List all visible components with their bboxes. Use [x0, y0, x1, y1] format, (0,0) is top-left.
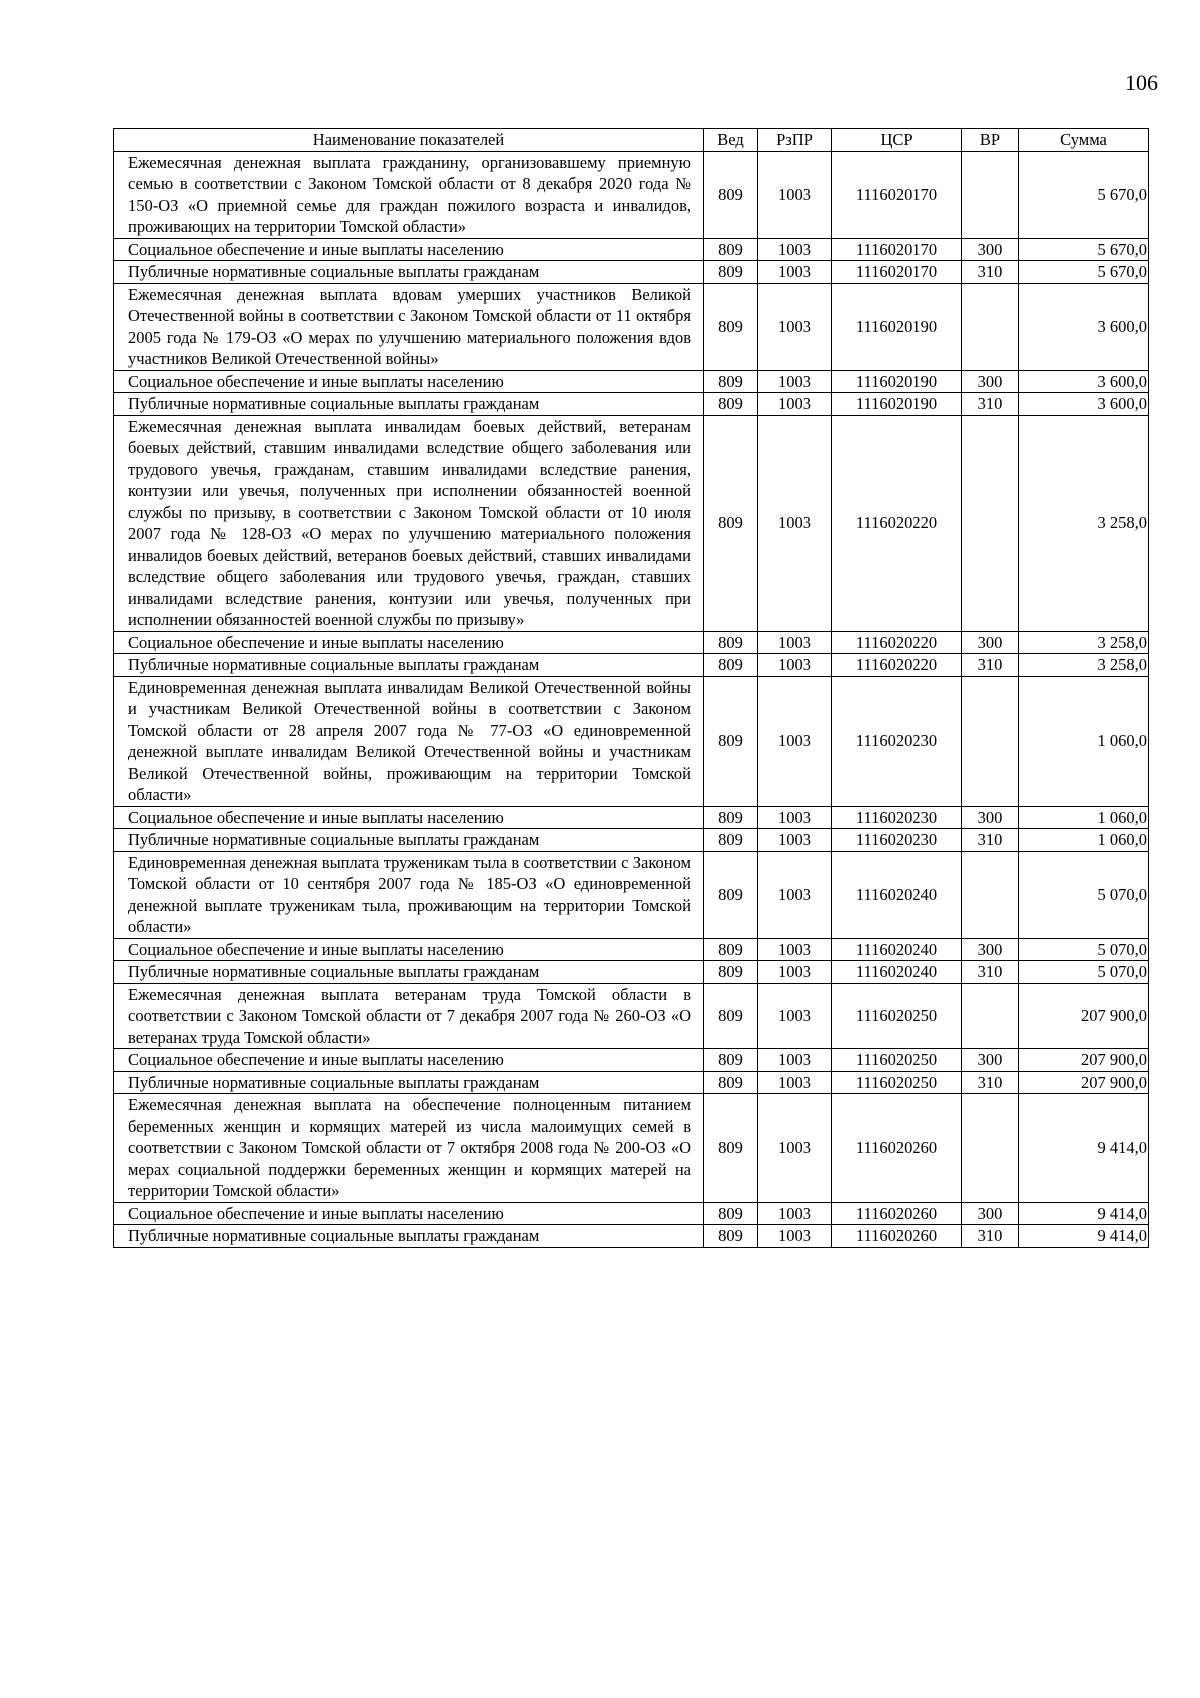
cell-sum: 3 258,0	[1019, 654, 1149, 677]
cell-ved: 809	[704, 829, 758, 852]
cell-rzpr: 1003	[758, 806, 832, 829]
table-row	[114, 961, 1149, 984]
cell-sum: 207 900,0	[1019, 1071, 1149, 1094]
cell-rzpr: 1003	[758, 283, 832, 370]
cell-name: Публичные нормативные социальные выплаты гражданам	[114, 961, 704, 984]
cell-sum: 5 670,0	[1019, 261, 1149, 284]
cell-sum: 3 600,0	[1019, 283, 1149, 370]
cell-csr: 1116020260	[832, 1202, 962, 1225]
cell-vr	[962, 676, 1019, 806]
cell-ved: 809	[704, 1094, 758, 1203]
table-body	[114, 151, 1149, 1247]
cell-rzpr: 1003	[758, 151, 832, 238]
cell-rzpr: 1003	[758, 631, 832, 654]
table-row	[114, 1094, 1149, 1203]
cell-vr: 310	[962, 654, 1019, 677]
cell-rzpr: 1003	[758, 654, 832, 677]
cell-ved: 809	[704, 654, 758, 677]
header-name: Наименование показателей	[114, 129, 704, 152]
cell-ved: 809	[704, 1225, 758, 1248]
table-row	[114, 238, 1149, 261]
cell-rzpr: 1003	[758, 1071, 832, 1094]
cell-csr: 1116020230	[832, 806, 962, 829]
cell-ved: 809	[704, 238, 758, 261]
cell-ved: 809	[704, 283, 758, 370]
header-sum: Сумма	[1019, 129, 1149, 152]
cell-rzpr: 1003	[758, 261, 832, 284]
cell-rzpr: 1003	[758, 1094, 832, 1203]
cell-csr: 1116020220	[832, 415, 962, 631]
table-row	[114, 1049, 1149, 1072]
table-row	[114, 983, 1149, 1049]
cell-vr: 300	[962, 1202, 1019, 1225]
cell-name: Ежемесячная денежная выплата гражданину, организовавшему приемную семью в соответствии с Законом Томской области от 8 декабря 2020 года № 150-ОЗ «О приемной семье для граждан пожилого возраста и инвалидов, проживающих на территории Томской области»	[114, 151, 704, 238]
cell-rzpr: 1003	[758, 370, 832, 393]
cell-name: Социальное обеспечение и иные выплаты населению	[114, 631, 704, 654]
cell-sum: 9 414,0	[1019, 1225, 1149, 1248]
cell-sum: 9 414,0	[1019, 1202, 1149, 1225]
cell-ved: 809	[704, 983, 758, 1049]
header-rzpr: РзПР	[758, 129, 832, 152]
cell-csr: 1116020240	[832, 961, 962, 984]
cell-ved: 809	[704, 631, 758, 654]
table-header	[114, 129, 1149, 152]
cell-rzpr: 1003	[758, 938, 832, 961]
cell-ved: 809	[704, 938, 758, 961]
cell-vr: 310	[962, 1225, 1019, 1248]
cell-csr: 1116020240	[832, 938, 962, 961]
cell-rzpr: 1003	[758, 393, 832, 416]
cell-ved: 809	[704, 676, 758, 806]
cell-name: Публичные нормативные социальные выплаты гражданам	[114, 1225, 704, 1248]
cell-ved: 809	[704, 851, 758, 938]
table-row	[114, 283, 1149, 370]
cell-name: Социальное обеспечение и иные выплаты населению	[114, 938, 704, 961]
cell-csr: 1116020190	[832, 393, 962, 416]
cell-rzpr: 1003	[758, 415, 832, 631]
cell-rzpr: 1003	[758, 851, 832, 938]
cell-ved: 809	[704, 370, 758, 393]
cell-vr	[962, 851, 1019, 938]
cell-csr: 1116020170	[832, 151, 962, 238]
cell-rzpr: 1003	[758, 238, 832, 261]
table-row	[114, 676, 1149, 806]
cell-vr	[962, 151, 1019, 238]
cell-vr: 300	[962, 806, 1019, 829]
table-row	[114, 654, 1149, 677]
header-row	[114, 129, 1149, 152]
header-vr: ВР	[962, 129, 1019, 152]
cell-name: Публичные нормативные социальные выплаты гражданам	[114, 261, 704, 284]
cell-vr	[962, 1094, 1019, 1203]
cell-vr: 310	[962, 393, 1019, 416]
cell-ved: 809	[704, 261, 758, 284]
cell-csr: 1116020250	[832, 1049, 962, 1072]
cell-name: Ежемесячная денежная выплата ветеранам труда Томской области в соответствии с Законом Томской области от 7 декабря 2007 года № 260-ОЗ «О ветеранах труда Томской области»	[114, 983, 704, 1049]
cell-csr: 1116020230	[832, 829, 962, 852]
cell-ved: 809	[704, 393, 758, 416]
cell-sum: 3 258,0	[1019, 415, 1149, 631]
cell-csr: 1116020230	[832, 676, 962, 806]
cell-vr: 310	[962, 261, 1019, 284]
cell-rzpr: 1003	[758, 1225, 832, 1248]
page-number: 106	[1125, 70, 1158, 95]
cell-csr: 1116020170	[832, 238, 962, 261]
cell-name: Социальное обеспечение и иные выплаты населению	[114, 1049, 704, 1072]
cell-vr: 300	[962, 238, 1019, 261]
cell-ved: 809	[704, 1049, 758, 1072]
cell-sum: 1 060,0	[1019, 806, 1149, 829]
cell-rzpr: 1003	[758, 961, 832, 984]
cell-vr: 310	[962, 829, 1019, 852]
cell-csr: 1116020260	[832, 1225, 962, 1248]
cell-sum: 3 600,0	[1019, 370, 1149, 393]
cell-csr: 1116020220	[832, 631, 962, 654]
table-row	[114, 261, 1149, 284]
cell-name: Ежемесячная денежная выплата вдовам умерших участников Великой Отечественной войны в соответствии с Законом Томской области от 11 октября 2005 года № 179-ОЗ «О мерах по улучшению материального положения вдов участников Великой Отечественной войны»	[114, 283, 704, 370]
cell-sum: 5 070,0	[1019, 961, 1149, 984]
cell-ved: 809	[704, 151, 758, 238]
cell-name: Единовременная денежная выплата труженикам тыла в соответствии с Законом Томской области от 10 сентября 2007 года № 185-ОЗ «О единовременной денежной выплате труженикам тыла, проживающим на территории Томской области»	[114, 851, 704, 938]
cell-name: Ежемесячная денежная выплата инвалидам боевых действий, ветеранам боевых действий, ставшим инвалидами вследствие общего заболевания или трудового увечья, гражданам, ставшим инвалидами вследствие ранения, контузии или увечья, полученных при исполнении обязанностей военной службы по призыву, в соответствии с Законом Томской области от 10 июля 2007 года № 128-ОЗ «О мерах по улучшению материального положения инвалидов боевых действий, ветеранов боевых действий, ставших инвалидами вследствие общего заболевания или трудового увечья, граждан, ставших инвалидами вследствие ранения, контузии или увечья, полученных при исполнении обязанностей военной службы по призыву»	[114, 415, 704, 631]
table-row	[114, 393, 1149, 416]
cell-csr: 1116020190	[832, 283, 962, 370]
table-row	[114, 1071, 1149, 1094]
cell-sum: 9 414,0	[1019, 1094, 1149, 1203]
cell-vr: 300	[962, 631, 1019, 654]
cell-name: Социальное обеспечение и иные выплаты населению	[114, 238, 704, 261]
table-row	[114, 938, 1149, 961]
cell-name: Социальное обеспечение и иные выплаты населению	[114, 370, 704, 393]
table-row	[114, 806, 1149, 829]
cell-sum: 3 600,0	[1019, 393, 1149, 416]
header-csr: ЦСР	[832, 129, 962, 152]
cell-ved: 809	[704, 1071, 758, 1094]
cell-csr: 1116020250	[832, 983, 962, 1049]
cell-csr: 1116020260	[832, 1094, 962, 1203]
table-row	[114, 631, 1149, 654]
cell-vr: 300	[962, 1049, 1019, 1072]
table-row	[114, 1202, 1149, 1225]
cell-csr: 1116020220	[832, 654, 962, 677]
cell-sum: 5 070,0	[1019, 851, 1149, 938]
cell-name: Публичные нормативные социальные выплаты гражданам	[114, 829, 704, 852]
cell-ved: 809	[704, 806, 758, 829]
cell-sum: 1 060,0	[1019, 829, 1149, 852]
cell-rzpr: 1003	[758, 829, 832, 852]
cell-vr: 300	[962, 938, 1019, 961]
cell-rzpr: 1003	[758, 1049, 832, 1072]
cell-ved: 809	[704, 961, 758, 984]
cell-vr: 310	[962, 961, 1019, 984]
cell-name: Публичные нормативные социальные выплаты гражданам	[114, 393, 704, 416]
cell-sum: 5 070,0	[1019, 938, 1149, 961]
cell-name: Ежемесячная денежная выплата на обеспечение полноценным питанием беременных женщин и кормящих матерей из числа малоимущих семей в соответствии с Законом Томской области от 7 октября 2008 года № 200-ОЗ «О мерах социальной поддержки беременных женщин и кормящих матерей на территории Томской области»	[114, 1094, 704, 1203]
cell-sum: 207 900,0	[1019, 1049, 1149, 1072]
budget-table	[113, 128, 1149, 1248]
cell-sum: 207 900,0	[1019, 983, 1149, 1049]
cell-vr: 300	[962, 370, 1019, 393]
table-row	[114, 829, 1149, 852]
cell-csr: 1116020170	[832, 261, 962, 284]
cell-name: Публичные нормативные социальные выплаты гражданам	[114, 654, 704, 677]
cell-vr: 310	[962, 1071, 1019, 1094]
header-ved: Вед	[704, 129, 758, 152]
cell-name: Социальное обеспечение и иные выплаты населению	[114, 806, 704, 829]
cell-vr	[962, 415, 1019, 631]
cell-sum: 5 670,0	[1019, 151, 1149, 238]
cell-sum: 1 060,0	[1019, 676, 1149, 806]
cell-name: Социальное обеспечение и иные выплаты населению	[114, 1202, 704, 1225]
table-row	[114, 1225, 1149, 1248]
table-row	[114, 851, 1149, 938]
cell-rzpr: 1003	[758, 983, 832, 1049]
cell-csr: 1116020250	[832, 1071, 962, 1094]
cell-ved: 809	[704, 1202, 758, 1225]
cell-sum: 5 670,0	[1019, 238, 1149, 261]
cell-vr	[962, 283, 1019, 370]
cell-csr: 1116020240	[832, 851, 962, 938]
table-row	[114, 151, 1149, 238]
cell-vr	[962, 983, 1019, 1049]
cell-rzpr: 1003	[758, 1202, 832, 1225]
cell-sum: 3 258,0	[1019, 631, 1149, 654]
cell-ved: 809	[704, 415, 758, 631]
table-row	[114, 415, 1149, 631]
cell-rzpr: 1003	[758, 676, 832, 806]
cell-name: Единовременная денежная выплата инвалидам Великой Отечественной войны и участникам Великой Отечественной войны в соответствии с Законом Томской области от 28 апреля 2007 года № 77-ОЗ «О единовременной денежной выплате инвалидам Великой Отечественной войны и участникам Великой Отечественной войны, проживающим на территории Томской области»	[114, 676, 704, 806]
cell-name: Публичные нормативные социальные выплаты гражданам	[114, 1071, 704, 1094]
table-row	[114, 370, 1149, 393]
cell-csr: 1116020190	[832, 370, 962, 393]
